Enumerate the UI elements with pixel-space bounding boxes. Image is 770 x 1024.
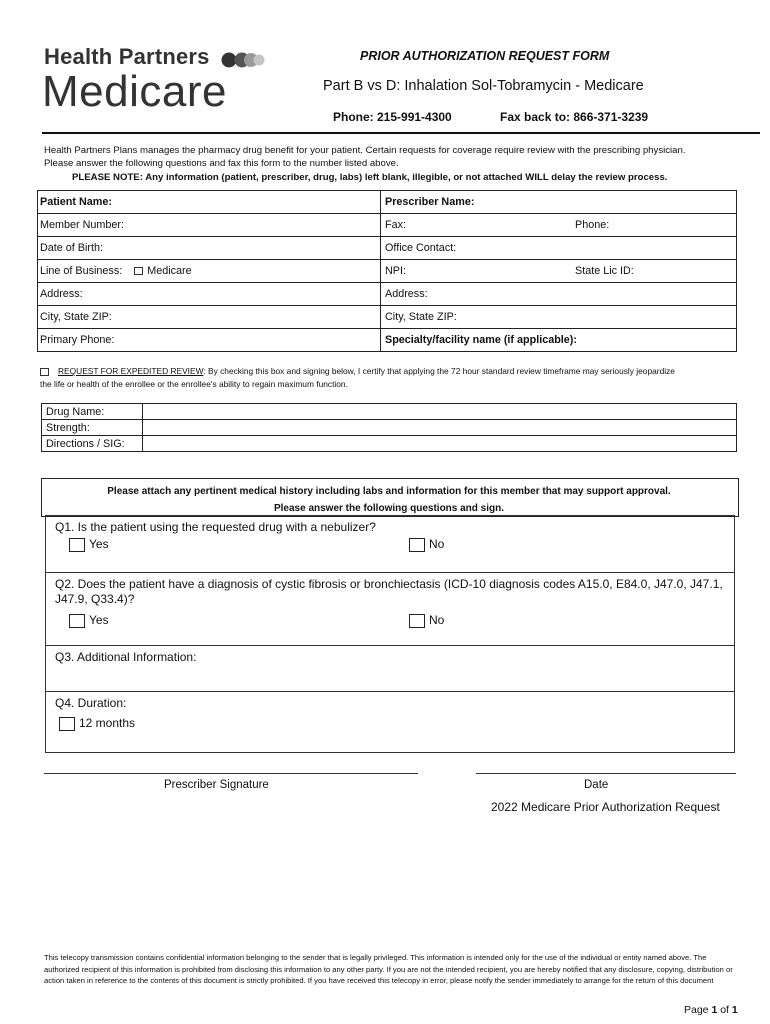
office-contact-field[interactable] <box>381 237 737 260</box>
expedited-review-label: REQUEST FOR EXPEDITED REVIEW <box>58 366 204 376</box>
primary-phone-label: Primary Phone: <box>40 334 115 346</box>
question-4 <box>46 692 735 753</box>
date-line[interactable] <box>476 773 736 774</box>
please-note: PLEASE NOTE: Any information (patient, prescriber, drug, labs) left blank, illegible, or not attached WILL delay the review process. <box>72 172 668 183</box>
specialty-field[interactable] <box>381 329 737 352</box>
patient-city-field[interactable] <box>38 306 381 329</box>
q2-text: Q2. Does the patient have a diagnosis of cystic fibrosis or bronchiectasis (ICD-10 diagnosis codes A15.0, E84.0, J47.0, J47.1, J47.9, Q33.4)? <box>55 577 723 606</box>
prescriber-name-label: Prescriber Name: <box>385 196 475 208</box>
npi-label: NPI: <box>385 265 406 277</box>
dob-label: Date of Birth: <box>40 242 104 254</box>
q2-yes-checkbox[interactable] <box>69 614 85 628</box>
question-2 <box>46 573 735 646</box>
directions-label: Directions / SIG: <box>42 436 143 452</box>
page-total: 1 <box>731 1004 738 1016</box>
header-divider <box>42 132 760 134</box>
prescriber-address-field[interactable] <box>381 283 737 306</box>
patient-prescriber-table <box>37 190 737 352</box>
intro-line-1: Health Partners Plans manages the pharmacy drug benefit for your patient. Certain requests for coverage require review with the prescribing physician. <box>44 145 686 156</box>
question-1 <box>46 516 735 573</box>
directions-field[interactable] <box>143 436 737 452</box>
attach-instructions <box>41 483 737 517</box>
medicare-checkbox[interactable] <box>134 267 143 275</box>
office-contact-label: Office Contact: <box>385 242 457 254</box>
patient-name-field[interactable] <box>38 191 381 214</box>
patient-address-label: Address: <box>40 288 83 300</box>
confidentiality-disclaimer: This telecopy transmission contains confidential information belonging to the sender that is legally privileged. This information is intended only for the use of the individual or entity named above. The authorized recipient of this information is prohibited from disclosing this information to any other party. If you are not the intended recipient, you are hereby notified that any disclosure, copying, distribution or action taken in reference to the contents of this document is strictly prohibited. If you have received this telecopy in error, please notify the sender immediately to arrange for the return of this document <box>44 953 733 985</box>
patient-address-field[interactable] <box>38 283 381 306</box>
prescriber-phone-field[interactable] <box>573 214 737 237</box>
q1-text: Q1. Is the patient using the requested drug with a nebulizer? <box>55 520 376 534</box>
state-lic-label: State Lic ID: <box>575 265 634 277</box>
dob-field[interactable] <box>38 237 381 260</box>
q1-yes-checkbox[interactable] <box>69 538 85 552</box>
primary-phone-field[interactable] <box>38 329 381 352</box>
twelve-months-checkbox[interactable] <box>59 717 75 731</box>
expedited-review <box>40 365 740 391</box>
strength-field[interactable] <box>143 420 737 436</box>
phone-number: Phone: 215-991-4300 <box>333 110 452 124</box>
page-current: 1 <box>711 1004 718 1016</box>
form-title: PRIOR AUTHORIZATION REQUEST FORM <box>360 49 610 63</box>
logo-medicare: Medicare <box>42 67 227 116</box>
q1-yes-label: Yes <box>89 537 109 551</box>
prescriber-signature-line[interactable] <box>44 773 418 774</box>
patient-city-label: City, State ZIP: <box>40 311 112 323</box>
prescriber-city-field[interactable] <box>381 306 737 329</box>
q3-text: Q3. Additional Information: <box>55 650 197 664</box>
q2-no-label: No <box>429 613 445 627</box>
medicare-label: Medicare <box>147 265 192 277</box>
q1-no-checkbox[interactable] <box>409 538 425 552</box>
intro-text <box>44 144 744 170</box>
expedited-review-checkbox[interactable] <box>40 368 49 376</box>
logo-health-partners: Health Partners <box>44 44 210 69</box>
page-of: of <box>717 1004 732 1016</box>
prescriber-address-label: Address: <box>385 288 428 300</box>
page-label: Page <box>684 1004 712 1016</box>
form-subtitle: Part B vs D: Inhalation Sol-Tobramycin - Medicare <box>323 78 644 94</box>
expedited-review-text: : By checking this box and signing below, I certify that applying the 72 hour standard review timeframe may seriously jeopardize <box>203 366 675 376</box>
questions-table <box>45 515 735 753</box>
fax-number: Fax back to: 866-371-3239 <box>500 110 649 124</box>
strength-label: Strength: <box>42 420 143 436</box>
fax-label: Fax: <box>385 219 406 231</box>
prescriber-signature-label: Prescriber Signature <box>164 779 269 791</box>
drug-table <box>41 403 737 452</box>
prescriber-fax-field[interactable] <box>381 214 574 237</box>
prescriber-name-field[interactable] <box>381 191 737 214</box>
npi-field[interactable] <box>381 260 574 283</box>
phone-label: Phone: <box>575 219 610 231</box>
attach-line-2: Please answer the following questions and sign. <box>273 503 505 514</box>
prescriber-city-label: City, State ZIP: <box>385 311 457 323</box>
patient-name-label: Patient Name: <box>40 196 112 208</box>
footer-title: 2022 Medicare Prior Authorization Request <box>491 800 720 814</box>
specialty-label: Specialty/facility name (if applicable): <box>385 334 578 346</box>
intro-line-2: Please answer the following questions and fax this form to the number listed above. <box>44 158 399 169</box>
logo-dots-icon <box>221 52 265 68</box>
drug-name-label: Drug Name: <box>42 404 143 420</box>
drug-name-field[interactable] <box>143 404 737 420</box>
line-of-business-label: Line of Business: <box>40 265 123 277</box>
attach-line-1: Please attach any pertinent medical history including labs and information for this member that may support approval. <box>107 486 671 497</box>
question-3[interactable] <box>46 646 735 692</box>
member-number-label: Member Number: <box>40 219 124 231</box>
state-lic-field[interactable] <box>573 260 737 283</box>
q2-yes-label: Yes <box>89 613 109 627</box>
expedited-review-text-2: the life or health of the enrollee or the enrollee's ability to regain maximum function. <box>40 379 348 389</box>
q1-no-label: No <box>429 537 445 551</box>
q2-no-checkbox[interactable] <box>409 614 425 628</box>
member-number-field[interactable] <box>38 214 381 237</box>
twelve-months-label: 12 months <box>79 716 136 730</box>
line-of-business-field <box>38 260 381 283</box>
page-number <box>684 1004 738 1016</box>
q4-text: Q4. Duration: <box>55 696 127 710</box>
date-label: Date <box>584 779 609 791</box>
